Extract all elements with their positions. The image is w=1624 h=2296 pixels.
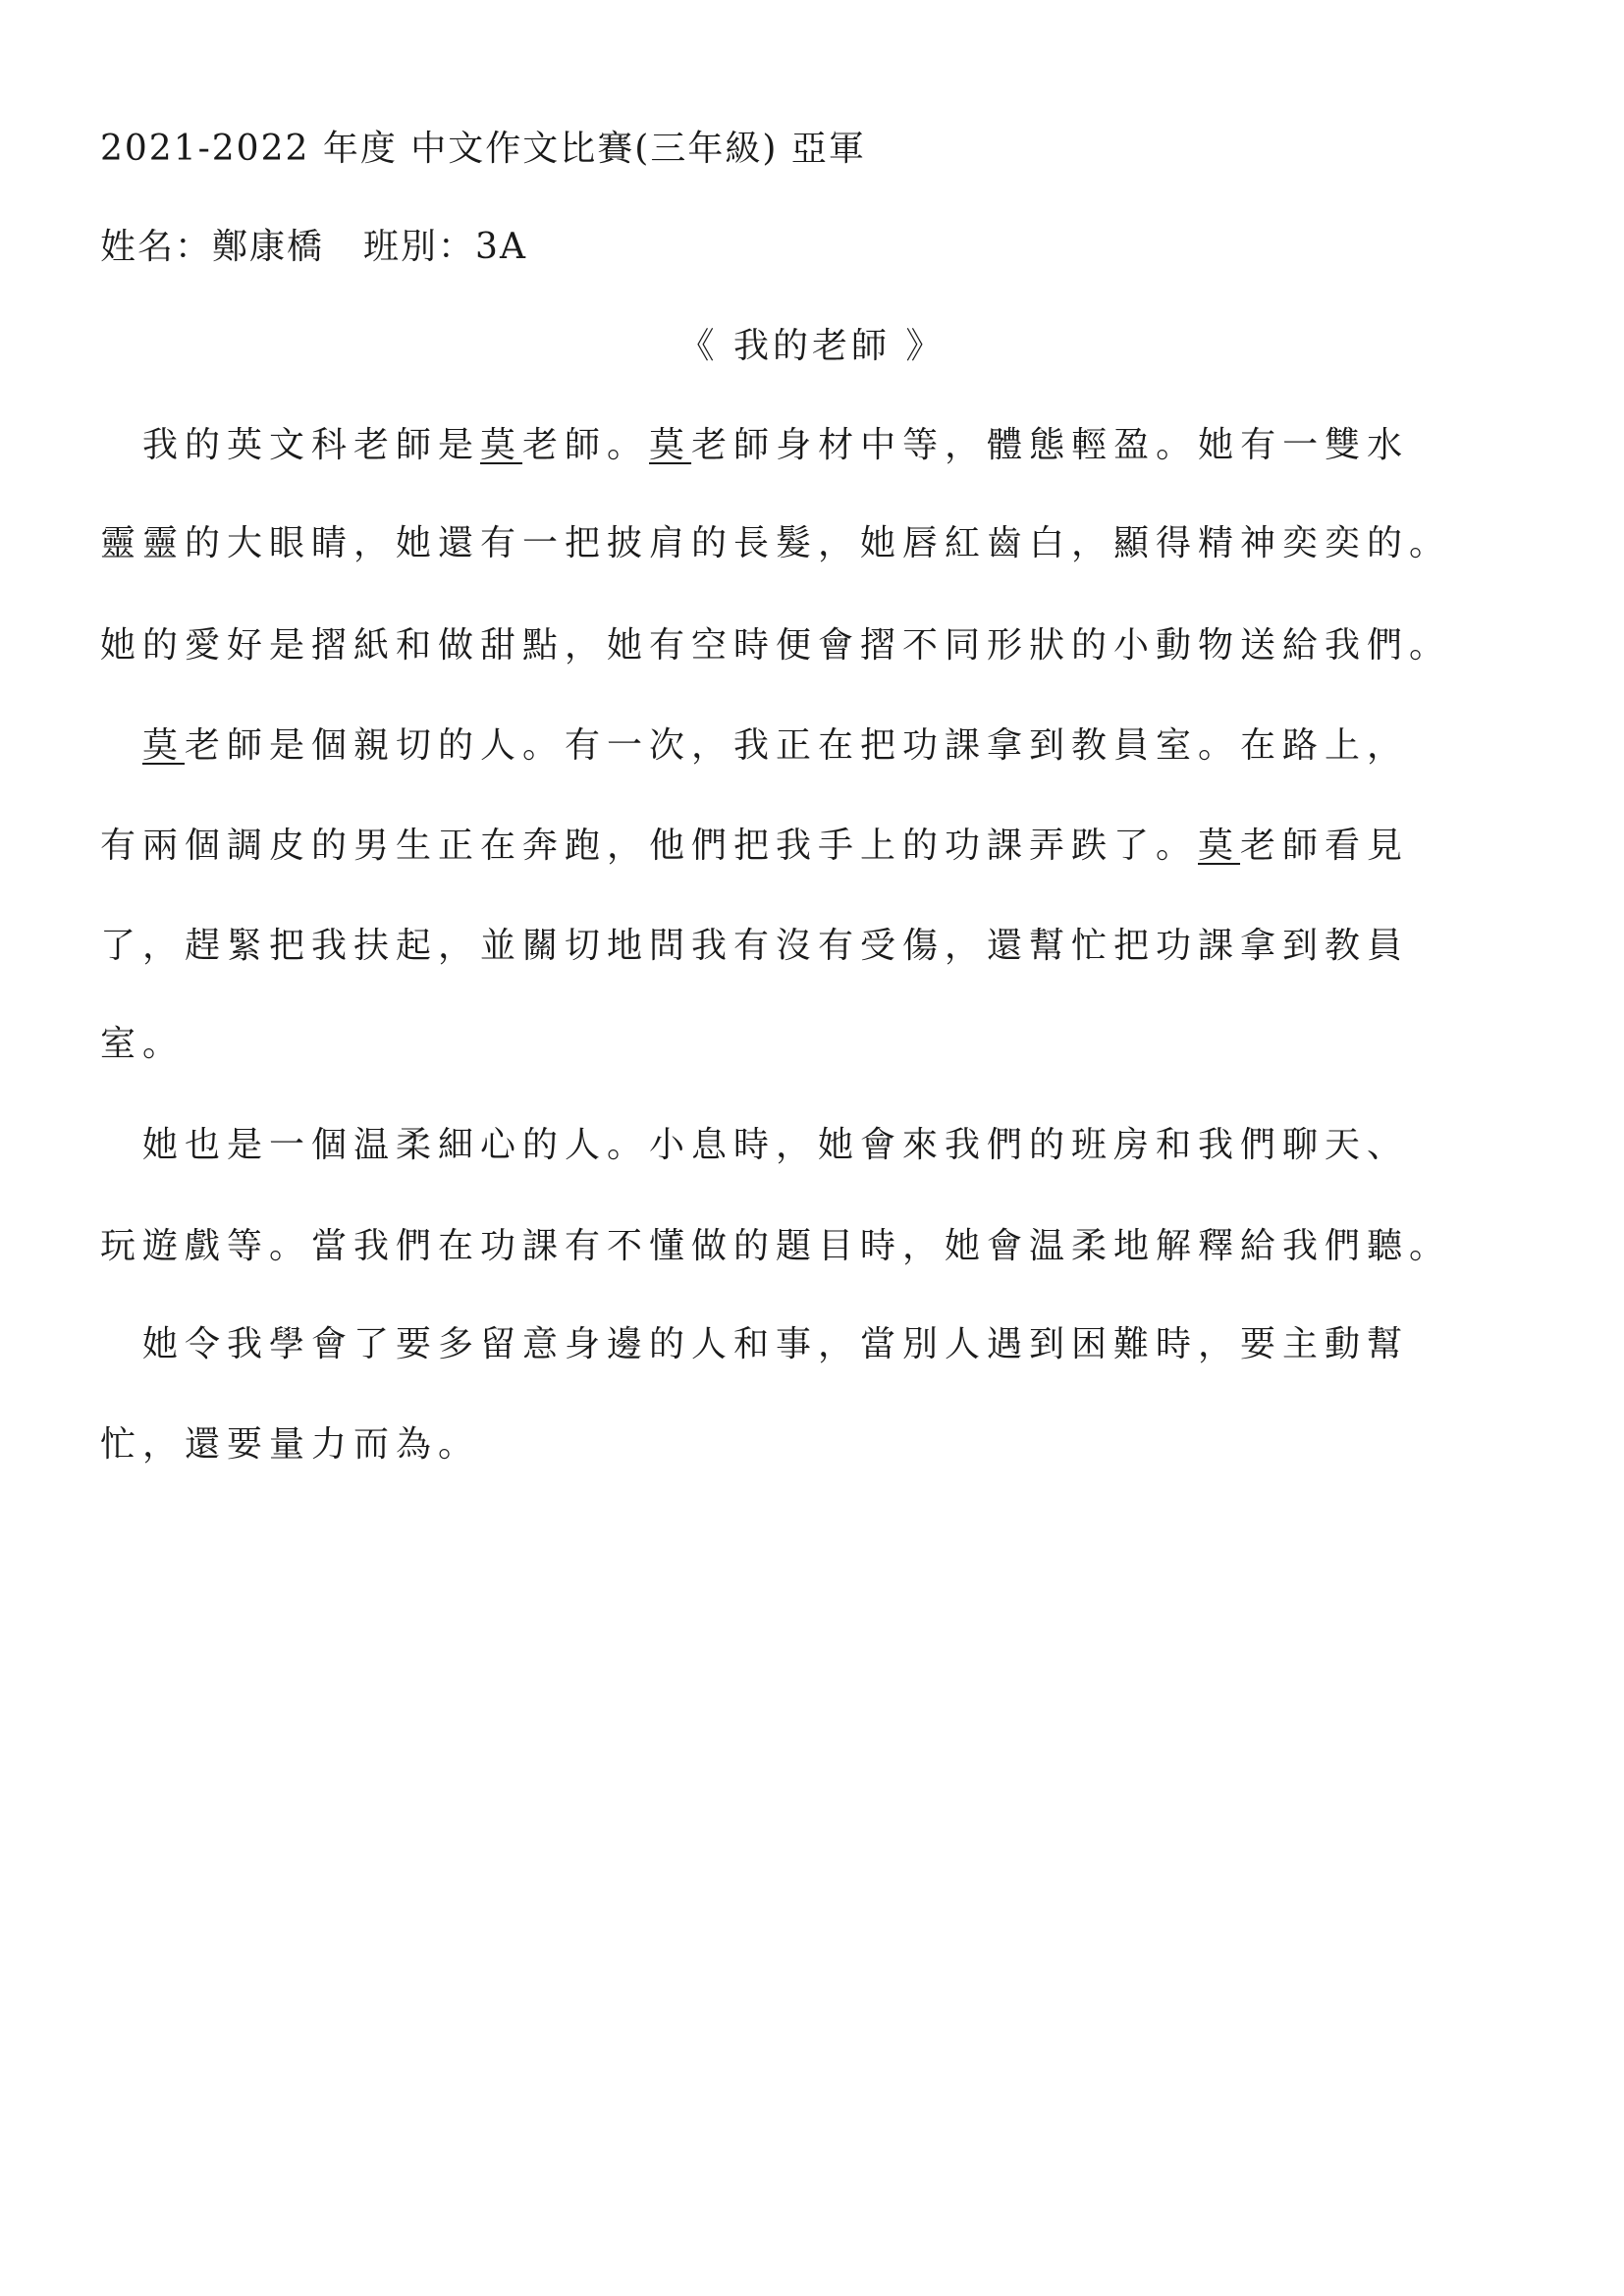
text-segment: 室。: [100, 1024, 186, 1064]
text-segment: 她的愛好是摺紙和做甜點，她有空時便會摺不同形狀的小動物送給我們。: [100, 625, 1452, 666]
paragraph-1-line-3: [100, 622, 1451, 669]
teacher-surname: 莫: [649, 425, 692, 465]
teacher-surname: 莫: [142, 725, 186, 766]
text-segment: 老師身材中等，體態輕盈。她有一雙水: [691, 425, 1410, 465]
text-segment: 老師是個親切的人。有一次，我正在把功課拿到教員室。在路上，: [185, 725, 1410, 766]
text-segment: 老師。: [522, 425, 650, 465]
student-info: [100, 224, 527, 271]
class-value: 3A: [475, 227, 527, 267]
name-label: 姓名：: [100, 227, 213, 267]
class-label: 班別：: [363, 227, 476, 267]
paragraph-1-line-1: [100, 422, 1409, 469]
paragraph-2-line-3: [100, 923, 1409, 970]
text-segment: [100, 725, 142, 766]
paragraph-3-line-1: [100, 1122, 1409, 1169]
text-segment: 我的英文科老師是: [100, 425, 481, 465]
student-name: 鄭康橋: [212, 227, 325, 267]
paragraph-4-line-2: [100, 1421, 480, 1468]
text-segment: 老師看見: [1240, 826, 1410, 866]
competition-text: 2021-2022 年度 中文作文比賽(三年級) 亞軍: [100, 129, 866, 169]
teacher-surname: 莫: [480, 425, 523, 465]
text-segment: 她令我學會了要多留意身邊的人和事，當別人遇到困難時，要主動幫: [100, 1324, 1410, 1364]
text-segment: 她也是一個温柔細心的人。小息時，她會來我們的班房和我們聊天、: [100, 1125, 1410, 1165]
text-segment: 忙，還要量力而為。: [100, 1424, 481, 1465]
paragraph-4-line-1: [100, 1321, 1409, 1368]
text-segment: 靈靈的大眼睛，她還有一把披肩的長髮，她唇紅齒白，顯得精神奕奕的。: [100, 523, 1452, 563]
teacher-surname: 莫: [1198, 826, 1241, 866]
essay-title-text: 《 我的老師 》: [678, 326, 946, 366]
competition-title: [100, 126, 866, 173]
paragraph-2-line-1: [100, 722, 1409, 770]
paragraph-2-line-2: [100, 823, 1409, 870]
text-segment: 玩遊戲等。當我們在功課有不懂做的題目時，她會温柔地解釋給我們聽。: [100, 1226, 1452, 1266]
paragraph-1-line-2: [100, 520, 1451, 567]
text-segment: 有兩個調皮的男生正在奔跑，他們把我手上的功課弄跌了。: [100, 826, 1199, 866]
essay-title: [0, 323, 1624, 370]
text-segment: 了，趕緊把我扶起，並關切地問我有沒有受傷，還幫忙把功課拿到教員: [100, 926, 1410, 966]
paragraph-2-line-4: [100, 1021, 185, 1068]
paragraph-3-line-2: [100, 1223, 1451, 1270]
